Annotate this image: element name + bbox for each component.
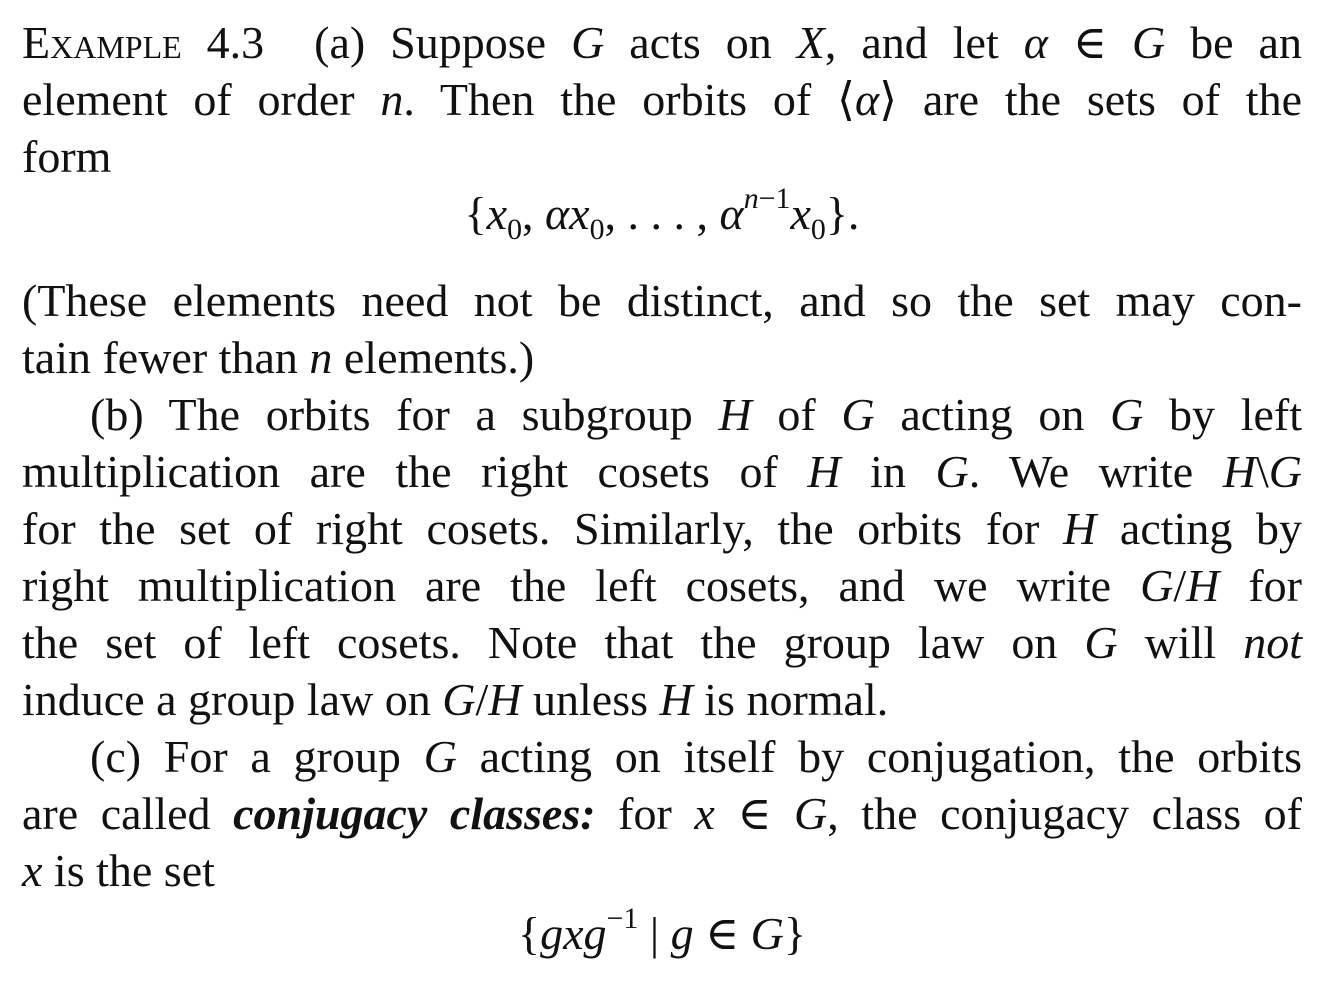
part-c-line-1: (c) For a group G acting on itself by conjugation, the orbits <box>90 731 1302 782</box>
text-line-2: element of order n. Then the orbits of ⟨α⟩ are the sets of the <box>22 74 1302 125</box>
part-b-line-4: right multiplication are the left cosets, and we write G/H for <box>22 560 1302 611</box>
term-conjugacy-classes: conjugacy classes: <box>233 788 596 839</box>
part-b-line-5: the set of left cosets. Note that the group law on G will not <box>22 617 1303 668</box>
part-b-line-6: induce a group law on G/H unless H is normal. <box>22 674 889 725</box>
part-b-line-3: for the set of right cosets. Similarly, the orbits for H acting by <box>22 503 1302 554</box>
example-heading: Example 4.3 <box>22 17 265 68</box>
part-c-line-3: x is the set <box>22 845 215 896</box>
text-line-4: (These elements need not be distinct, and so the set may con- <box>22 275 1302 326</box>
display-equation-orbit: {$x_0$, $\alpha x_0$, . . . , $\alpha^{n-1}x_0$}. <box>464 182 860 247</box>
part-b-line-1: (b) The orbits for a subgroup H of G acting on G by left <box>90 389 1302 440</box>
part-b-line-2: multiplication are the right cosets of H in G. We write H\G <box>22 446 1303 497</box>
part-c-line-2: are called conjugacy classes: for x ∈ G, the conjugacy class of <box>22 788 1302 839</box>
text-line-1: Example 4.3 (a) Suppose G acts on X, and let α ∈ G be an <box>22 17 1302 68</box>
text-line-5: tain fewer than n elements.) <box>22 332 535 383</box>
display-equation-conjugacy: {gxg$^{-1}$ | g ∈ G} <box>518 902 806 959</box>
text-line-3: form <box>22 131 112 182</box>
